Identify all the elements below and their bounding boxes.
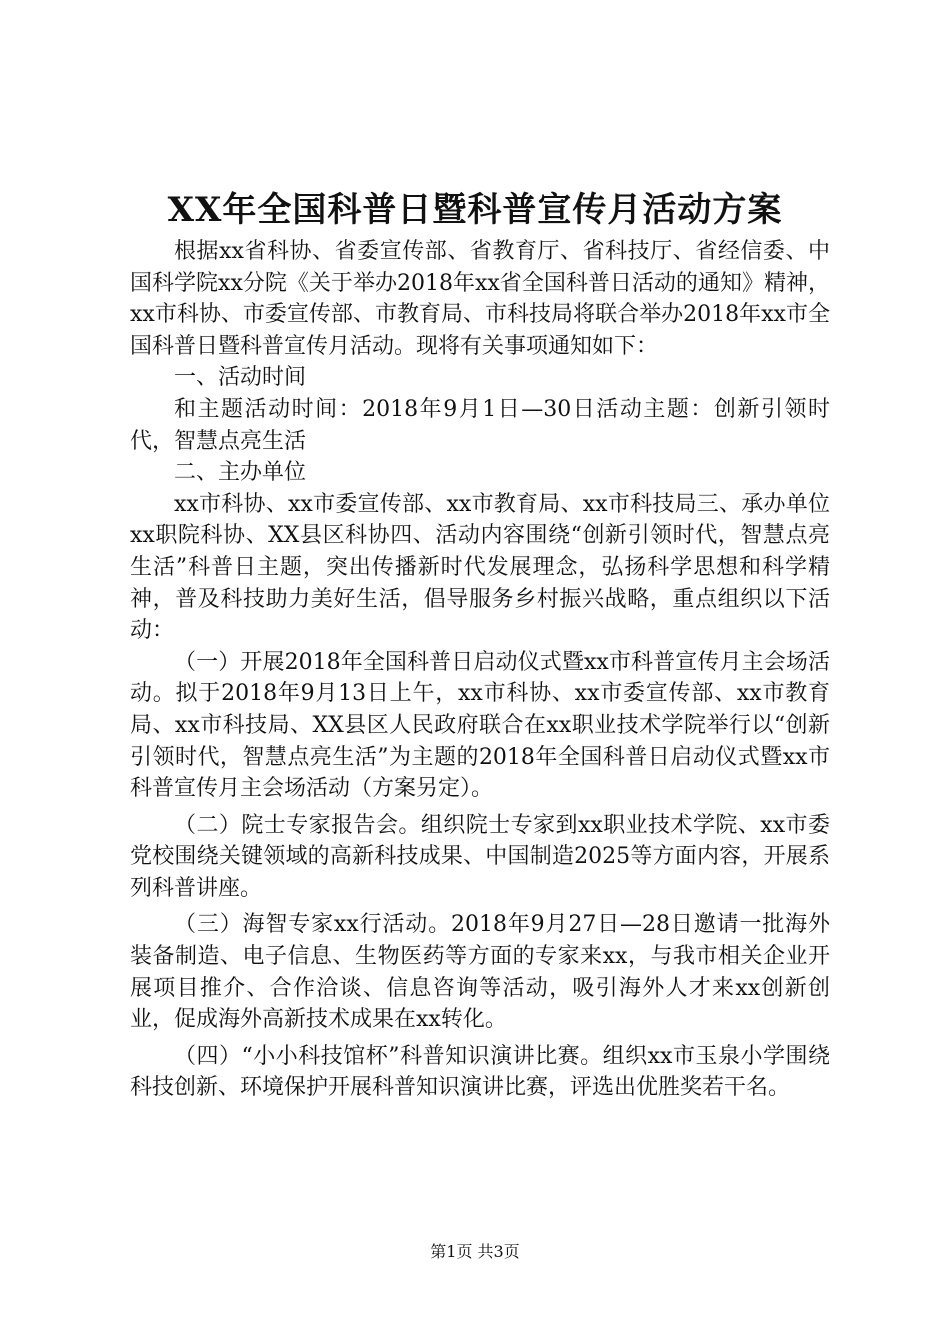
activity-time-paragraph: 和主题活动时间：2018年9月1日—30日活动主题：创新引领时代，智慧点亮生活 [130, 396, 830, 454]
organizers-paragraph: xx市科协、xx市委宣传部、xx市教育局、xx市科技局三、承办单位xx职院科协、XX县区科协四、活动内容围绕“创新引领时代，智慧点亮生活”科普日主题，突出传播新时代发展理念，弘扬科学思想和科学精神，普及科技助力美好生活，倡导服务乡村振兴战略，重点组织以下活动： [130, 491, 830, 644]
document-body [130, 236, 830, 1104]
section-heading-organizers: 二、主办单位 [174, 460, 307, 486]
activity-item-3: （三）海智专家xx行活动。2018年9月27日—28日邀请一批海外装备制造、电子信息、生物医药等方面的专家来xx，与我市相关企业开展项目推介、合作洽谈、信息咨询等活动，吸引海外人才来xx创新创业，促成海外高新技术成果在xx转化。 [130, 912, 830, 1033]
page-number-footer: 第1页 共3页 [430, 1242, 520, 1261]
intro-paragraph: 根据xx省科协、省委宣传部、省教育厅、省科技厅、省经信委、中国科学院xx分院《关于举办2018年xx省全国科普日活动的通知》精神，xx市科协、市委宣传部、市教育局、市科技局将联合举办2018年xx市全国科普日暨科普宣传月活动。现将有关事项通知如下： [130, 239, 830, 359]
activity-item-1: （一）开展2018年全国科普日启动仪式暨xx市科普宣传月主会场活动。拟于2018年9月13日上午，xx市科协、xx市委宣传部、xx市教育局、xx市科技局、XX县区人民政府联合在xx职业技术学院举行以“创新引领时代，智慧点亮生活”为主题的2018年全国科普日启动仪式暨xx市科普宣传月主会场活动（方案另定）。 [130, 649, 830, 802]
document-title: XX年全国科普日暨科普宣传月活动方案 [167, 190, 783, 230]
section-heading-activity-time: 一、活动时间 [174, 365, 307, 391]
activity-item-4: （四）“小小科技馆杯”科普知识演讲比赛。组织xx市玉泉小学围绕科技创新、环境保护开展科普知识演讲比赛，评选出优胜奖若干名。 [130, 1043, 830, 1101]
activity-item-2: （二）院士专家报告会。组织院士专家到xx职业技术学院、xx市委党校围绕关键领域的高新科技成果、中国制造2025等方面内容，开展系列科普讲座。 [130, 812, 830, 901]
